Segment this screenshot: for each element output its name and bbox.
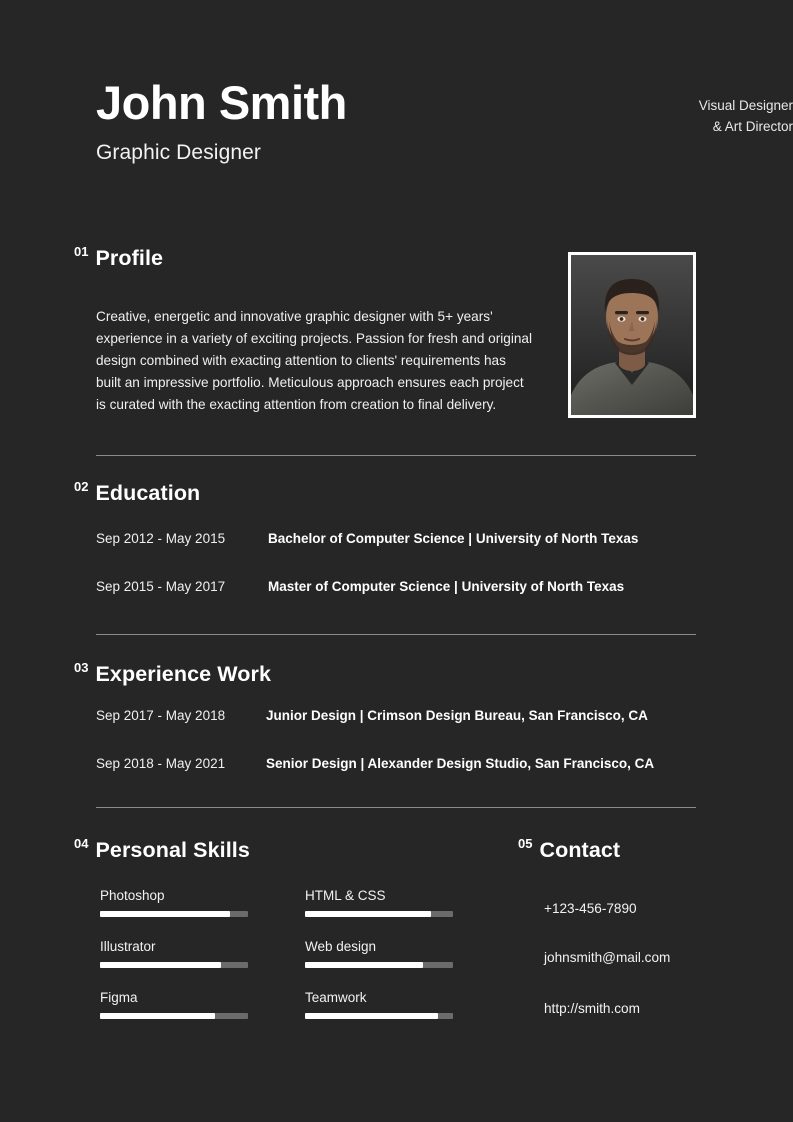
page-title: John Smith [96, 76, 347, 129]
skill-bar-fill [305, 911, 431, 917]
skill-label: Web design [305, 939, 377, 954]
education-entry-desc: Master of Computer Science | University of North Texas [268, 579, 625, 594]
portrait-photo [571, 255, 693, 415]
skill-item [305, 939, 453, 968]
experience-entry-date: Sep 2017 - May 2018 [96, 708, 226, 723]
avatar [568, 252, 696, 418]
skill-bar-track [305, 962, 453, 968]
skill-bar-track [100, 962, 248, 968]
section-title-skills: Personal Skills [95, 838, 250, 862]
skill-bar-track [100, 911, 248, 917]
skill-label: Photoshop [100, 888, 165, 903]
skill-item [100, 990, 248, 1019]
skill-label: Figma [100, 990, 138, 1005]
education-entry-date: Sep 2012 - May 2015 [96, 531, 226, 546]
tagline-line-2: & Art Director [712, 118, 793, 134]
experience-entry-date: Sep 2018 - May 2021 [96, 756, 226, 771]
skill-item [100, 939, 248, 968]
section-number-education: 02 [74, 479, 89, 494]
skill-item [305, 990, 453, 1019]
divider-2 [96, 634, 696, 635]
skill-label: Teamwork [305, 990, 367, 1005]
tagline-line-1: Visual Designer [698, 98, 793, 113]
section-number-skills: 04 [74, 836, 89, 851]
skill-bar-fill [100, 911, 230, 917]
divider-1 [96, 455, 696, 456]
experience-entry [96, 708, 648, 723]
skill-label: HTML & CSS [305, 888, 386, 903]
section-header-skills [74, 838, 250, 863]
section-number-experience: 03 [74, 660, 89, 675]
skill-bar-fill [305, 962, 423, 968]
tagline [573, 96, 793, 138]
skill-item [100, 888, 248, 917]
section-header-profile [74, 246, 163, 271]
profile-body-text: Creative, energetic and innovative graphic designer with 5+ years' experience in a variety of exciting projects. Passion for fresh and original design combined with exacting attention to clients' requirements has built an impressive portfolio. Meticulous approach ensures each project is curated with the exacting attention from creation to final delivery. [96, 308, 532, 413]
section-title-education: Education [95, 481, 201, 505]
skill-bar-fill [305, 1013, 438, 1019]
section-header-education [74, 481, 200, 506]
portrait-illustration [571, 255, 693, 415]
section-number-profile: 01 [74, 244, 89, 259]
skill-bar-track [305, 911, 453, 917]
divider-3 [96, 807, 696, 808]
skill-bar-track [305, 1013, 453, 1019]
education-entry-desc: Bachelor of Computer Science | University of North Texas [268, 531, 639, 546]
skill-label: Illustrator [100, 939, 156, 954]
skill-item [305, 888, 453, 917]
section-title-contact: Contact [539, 838, 621, 862]
education-entry [96, 531, 638, 546]
section-header-contact [518, 838, 620, 863]
education-entry [96, 579, 624, 594]
skill-bar-fill [100, 962, 221, 968]
contact-phone[interactable]: +123-456-7890 [544, 901, 637, 916]
contact-email[interactable]: johnsmith@mail.com [544, 950, 671, 965]
contact-website[interactable]: http://smith.com [544, 1001, 640, 1016]
section-header-experience [74, 662, 271, 687]
section-title-experience: Experience Work [95, 662, 272, 686]
section-number-contact: 05 [518, 836, 533, 851]
section-title-profile: Profile [95, 246, 164, 270]
experience-entry-desc: Senior Design | Alexander Design Studio, San Francisco, CA [266, 756, 655, 771]
job-title: Graphic Designer [96, 141, 262, 165]
skill-bar-track [100, 1013, 248, 1019]
education-entry-date: Sep 2015 - May 2017 [96, 579, 226, 594]
experience-entry [96, 756, 654, 771]
skill-bar-fill [100, 1013, 215, 1019]
experience-entry-desc: Junior Design | Crimson Design Bureau, San Francisco, CA [266, 708, 648, 723]
